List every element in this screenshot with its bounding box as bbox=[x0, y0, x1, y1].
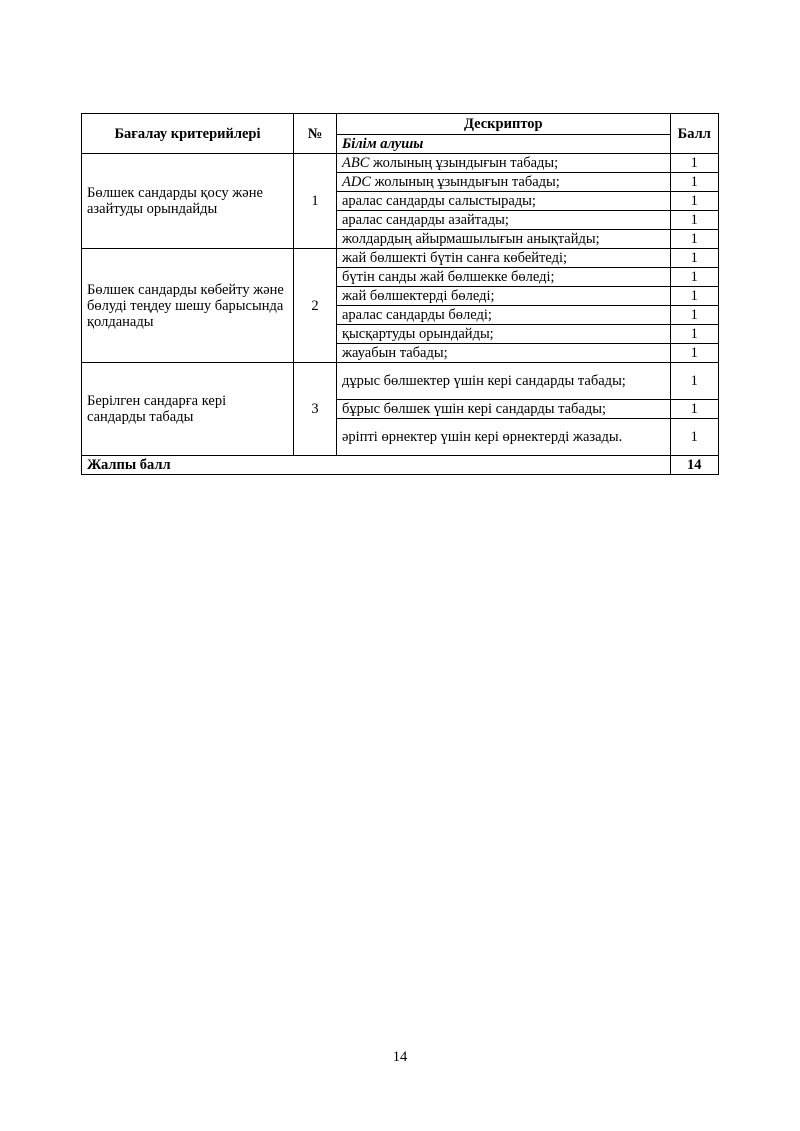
total-score: 14 bbox=[670, 456, 718, 475]
score-cell: 1 bbox=[670, 400, 718, 419]
page-number: 14 bbox=[392, 1049, 408, 1065]
total-label: Жалпы балл bbox=[82, 456, 671, 475]
score-cell: 1 bbox=[670, 249, 718, 268]
descriptor-text: жолының ұзындығын табады; bbox=[369, 155, 559, 171]
score-cell: 1 bbox=[670, 268, 718, 287]
header-score: Балл bbox=[670, 114, 718, 154]
descriptor-cell bbox=[337, 173, 671, 192]
score-cell: 1 bbox=[670, 173, 718, 192]
descriptor-text: қысқартуды орындайды; bbox=[342, 326, 494, 342]
descriptor-cell bbox=[337, 249, 671, 268]
table-row bbox=[82, 363, 719, 400]
header-number: № bbox=[293, 114, 336, 154]
descriptor-text: дұрыс бөлшектер үшін кері сандарды табады; bbox=[342, 373, 626, 389]
descriptor-text: жолдардың айырмашылығын анықтайды; bbox=[342, 231, 600, 247]
criterion-number-cell: 1 bbox=[293, 154, 336, 249]
score-cell: 1 bbox=[670, 419, 718, 456]
descriptor-cell bbox=[337, 325, 671, 344]
descriptor-cell bbox=[337, 287, 671, 306]
criterion-number-cell: 2 bbox=[293, 249, 336, 363]
descriptor-cell bbox=[337, 306, 671, 325]
descriptor-path-label: ABC bbox=[342, 155, 370, 171]
descriptor-text: әріпті өрнектер үшін кері өрнектерді жазады. bbox=[342, 429, 623, 445]
descriptor-cell bbox=[337, 268, 671, 287]
descriptor-cell bbox=[337, 230, 671, 249]
header-descriptor: Дескриптор bbox=[337, 114, 671, 135]
descriptor-text: бұрыс бөлшек үшін кері сандарды табады; bbox=[342, 401, 607, 417]
subheader-learner: Білім алушы bbox=[337, 135, 671, 154]
descriptor-cell bbox=[337, 192, 671, 211]
criterion-cell: Бөлшек сандарды қосу және азайтуды орындайды bbox=[82, 154, 294, 249]
descriptor-text: жай бөлшекті бүтін санға көбейтеді; bbox=[342, 250, 568, 266]
score-cell: 1 bbox=[670, 287, 718, 306]
descriptor-cell bbox=[337, 363, 671, 400]
descriptor-cell bbox=[337, 400, 671, 419]
descriptor-text: жай бөлшектерді бөледі; bbox=[342, 288, 495, 304]
criterion-cell: Бөлшек сандарды көбейту және бөлуді теңдеу шешу барысында қолданады bbox=[82, 249, 294, 363]
criterion-number-cell: 3 bbox=[293, 363, 336, 456]
table-row bbox=[82, 249, 719, 268]
descriptor-text: жауабын табады; bbox=[342, 345, 448, 361]
descriptor-text: аралас сандарды бөледі; bbox=[342, 307, 492, 323]
descriptor-cell bbox=[337, 344, 671, 363]
descriptor-text: жолының ұзындығын табады; bbox=[371, 174, 560, 190]
assessment-rubric-table bbox=[81, 113, 719, 475]
total-row bbox=[82, 456, 719, 475]
score-cell: 1 bbox=[670, 154, 718, 173]
descriptor-cell bbox=[337, 211, 671, 230]
score-cell: 1 bbox=[670, 211, 718, 230]
score-cell: 1 bbox=[670, 192, 718, 211]
header-criteria: Бағалау критерийлері bbox=[82, 114, 294, 154]
descriptor-cell bbox=[337, 154, 671, 173]
score-cell: 1 bbox=[670, 325, 718, 344]
table-row bbox=[82, 154, 719, 173]
score-cell: 1 bbox=[670, 306, 718, 325]
score-cell: 1 bbox=[670, 344, 718, 363]
descriptor-text: аралас сандарды азайтады; bbox=[342, 212, 509, 228]
descriptor-cell bbox=[337, 419, 671, 456]
descriptor-text: бүтін санды жай бөлшекке бөледі; bbox=[342, 269, 555, 285]
score-cell: 1 bbox=[670, 230, 718, 249]
criterion-cell: Берілген сандарға кері сандарды табады bbox=[82, 363, 294, 456]
score-cell: 1 bbox=[670, 363, 718, 400]
descriptor-path-label: ADC bbox=[342, 174, 371, 190]
descriptor-text: аралас сандарды салыстырады; bbox=[342, 193, 536, 209]
